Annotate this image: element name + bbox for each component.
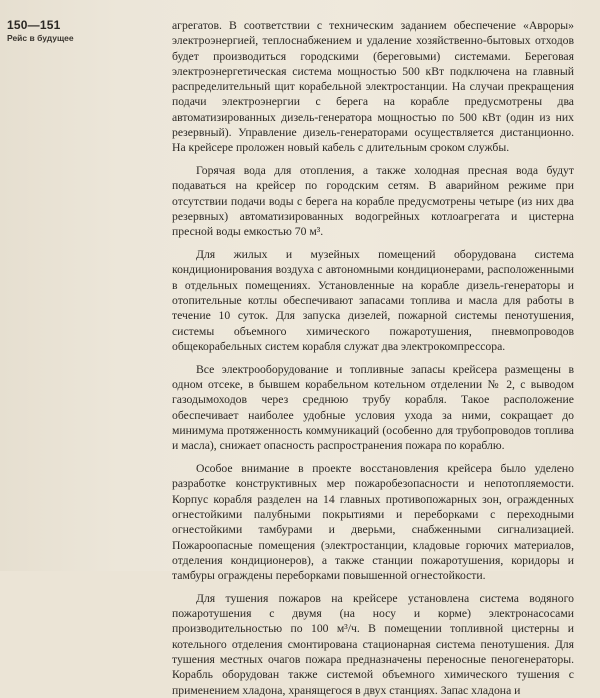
paragraph-6: Для тушения пожаров на крейсере установлена система водяного пожаротушения с двумя (на носу и корме) электронасосами производительностью по 100 м³/ч. В помещении топливной цистерны и котельного отделения смонтирована стационарная система пенотушения. Для тушения местных очагов пожара предназначены переносные пеногенераторы. Корабль оборудован также системой объемного химического тушения с применением хладона, хранящегося в двух станциях. Запас хладона и (172, 591, 574, 697)
page-numbers: 150—151 (7, 18, 61, 32)
paragraph-4: Все электрооборудование и топливные запасы крейсера размещены в одном отсеке, в бывшем корабельном котельном отделении № 2, с выводом газодымоходов через среднюю трубу корабля. Такое расположение обеспечивает наиболее удобные условия ухода за ними, сокращает до минимума протяженность коммуникаций (особенно для трубопроводов топлива и масла), снижает опасность распространения пожара по кораблю. (172, 362, 574, 453)
body-text (172, 18, 574, 698)
paragraph-5: Особое внимание в проекте восстановления крейсера было уделено разработке конструктивных мер пожаробезопасности и непотопляемости. Корпус корабля разделен на 14 главных противопожарных зон, огражденных огнестойкими палубными покрытиями и переборками с переходными огнестойкими тамбурами и дверьми, снабженными сигнализацией. Пожароопасные помещения (электростанции, кладовые горючих материалов, отделения кондиционеров), а также станции пожаротушения, коридоры и тамбуры ограждены переборками повышенной огнестойкости. (172, 462, 574, 583)
paragraph-2: Горячая вода для отопления, а также холодная пресная вода будут подаваться на крейсер по городским сетям. В аварийном режиме при отсутствии подачи воды с берега на корабле предусмотрены четыре (из них два резервных) автоматизированных водогрейных котлоагрегата и цистерна пресной воды емкостью 70 м³. (172, 164, 574, 239)
page-header (7, 18, 157, 44)
paragraph-1: агрегатов. В соответствии с техническим заданием обеспечение «Авроры» электроэнергией, теплоснабжением и удаление хозяйственно-бытовых отходов будет производиться городскими (береговыми) системами. Береговая электроэнергетическая система мощностью 500 кВт подключена на главный распределительный щит корабельной электростанции. На случаи прекращения подачи электроэнергии с берега на корабле предусмотрены два автоматизированных дизель-генератора мощностью по 500 кВт (один из них резервный). Управление дизель-генераторами осуществляется дистанционно. На крейсере проложен новый кабель с длительным сроком службы. (172, 19, 574, 155)
running-title: Рейс в будущее (7, 33, 74, 43)
paragraph-3: Для жилых и музейных помещений оборудована система кондиционирования воздуха с автономными кондиционерами, расположенными в отдельных помещениях. Установленные на корабле дизель-генераторы и отопительные котлы обеспечивают запасами топлива и масла для работы в течение 10 суток. Для запуска дизелей, пожарной системы пенотушения, системы объемного химического пожаротушения, пневмопроводов общекорабельных систем корабля служат два электрокомпрессора. (172, 248, 574, 353)
